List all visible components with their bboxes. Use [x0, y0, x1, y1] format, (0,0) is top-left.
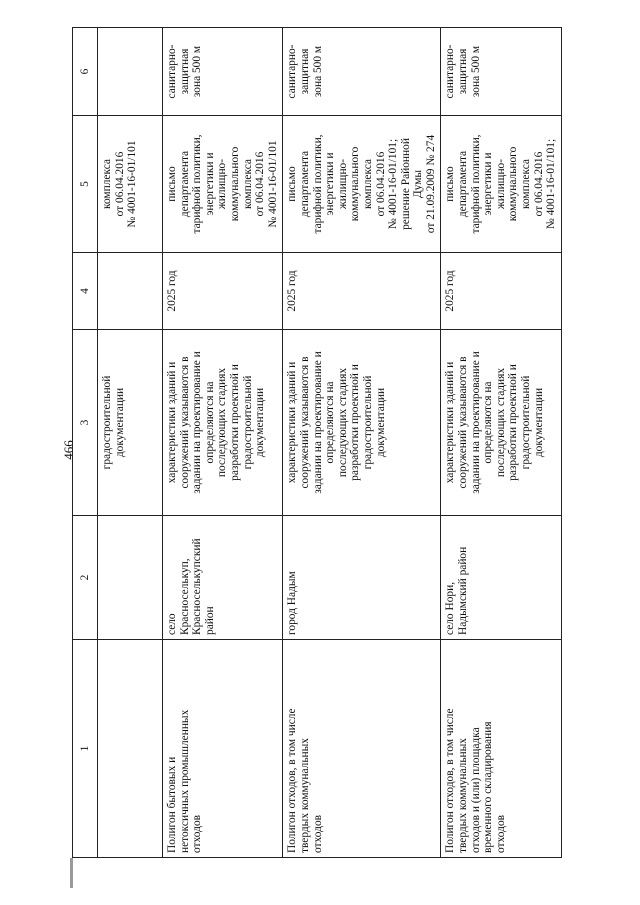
header-cell: 5 — [73, 116, 98, 253]
cell-object: Полигон отходов, в том числе твердых коммунальных отходов и (или) площадка временного складирования отходов — [441, 640, 561, 858]
cell-year: 2025 год — [163, 253, 283, 330]
cell-zone: санитарно- защитная зона 500 м — [441, 28, 561, 116]
cell-location: село Красноселькуп, Красноселькупский район — [163, 516, 283, 640]
objects-table — [72, 27, 562, 858]
cell-object — [98, 640, 163, 858]
rotated-table-wrapper — [72, 28, 558, 858]
table-row — [441, 28, 561, 858]
header-cell: 6 — [73, 28, 98, 116]
cell-basis: комплекса от 06.04.2016 № 4001-16-01/101 — [98, 116, 163, 253]
table-header-row — [73, 28, 98, 858]
header-cell: 4 — [73, 253, 98, 330]
cell-location — [98, 516, 163, 640]
cell-location: город Надым — [283, 516, 441, 640]
cell-zone — [98, 28, 163, 116]
table-row — [283, 28, 441, 858]
page-number: 466 — [61, 440, 76, 460]
cell-object: Полигон бытовых и нетоксичных промышленных отходов — [163, 640, 283, 858]
cell-characteristics: характеристики зданий и сооружений указываются в задании на проектирование и определяются на последующих стадиях разработки проектной и градостроительной документации — [163, 330, 283, 516]
cell-object: Полигон отходов, в том числе твердых коммунальных отходов — [283, 640, 441, 858]
continuation-row — [98, 28, 163, 858]
cell-zone: санитарно- защитная зона 500 м — [283, 28, 441, 116]
cell-basis: письмо департамента тарифной политики, энергетики и жилищно- коммунального комплекса от 06.04.2016 № 4001-16-01/101; — [441, 116, 561, 253]
cell-year: 2025 год — [283, 253, 441, 330]
cell-year: 2025 год — [441, 253, 561, 330]
table-row — [163, 28, 283, 858]
cell-year — [98, 253, 163, 330]
cell-basis: письмо департамента тарифной политики, энергетики и жилищно- коммунального комплекса от 06.04.2016 № 4001-16-01/101 — [163, 116, 283, 253]
cell-characteristics: характеристики зданий и сооружений указываются в задании на проектирование и определяются на последующих стадиях разработки проектной и градостроительной документации — [441, 330, 561, 516]
cell-zone: санитарно- защитная зона 500 м — [163, 28, 283, 116]
header-cell: 2 — [73, 516, 98, 640]
cell-characteristics: характеристики зданий и сооружений указываются в задании на проектирование и определяются на последующих стадиях разработки проектной и градостроительной документации — [283, 330, 441, 516]
cell-basis: письмо департамента тарифной политики, энергетики и жилищно- коммунального комплекса от 06.04.2016 № 4001-16-01/101; решение Районной Думы от 21.09.2009 № 274 — [283, 116, 441, 253]
cell-location: село Нори, Надымский район — [441, 516, 561, 640]
header-cell: 1 — [73, 640, 98, 858]
header-cell: 3 — [73, 330, 98, 516]
scan-artifact — [70, 858, 73, 888]
cell-characteristics: градостроительной документации — [98, 330, 163, 516]
